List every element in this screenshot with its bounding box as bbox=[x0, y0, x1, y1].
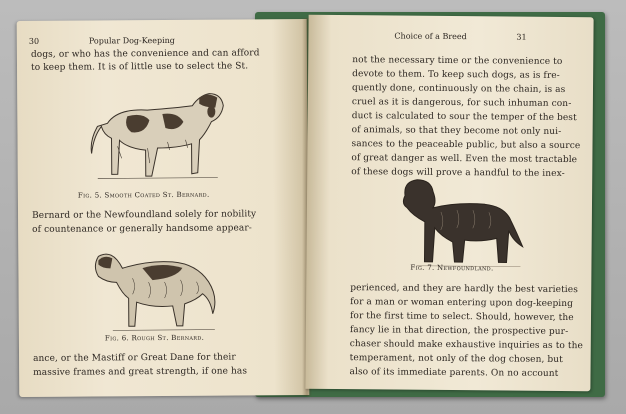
left-bottom-line-1: ance, or the Mastiff or Great Dane for their bbox=[33, 352, 236, 364]
right-top-line-8: of great danger as well. Even the most tractable bbox=[351, 153, 578, 166]
left-middle-line-2: of countenance or generally handsome appear- bbox=[32, 223, 252, 235]
right-bottom-line-2: for a man or woman entering upon dog-keeping bbox=[350, 297, 574, 310]
right-top-line-6: of animals, so that they become not only nui- bbox=[351, 125, 562, 137]
figure-5-caption: Fig. 5. Smooth Coated St. Bernard. bbox=[77, 190, 210, 200]
right-top-line-1: not the necessary time or the convenience to bbox=[352, 55, 563, 67]
left-middle-line-1: Bernard or the Newfoundland solely for nobility bbox=[32, 209, 257, 221]
left-page-number: 30 bbox=[28, 36, 40, 46]
right-top-line-2: devote to them. To keep such dogs, as is fre- bbox=[352, 69, 560, 81]
right-bottom-line-5: chaser should make exhaustive inquiries as to the bbox=[349, 339, 584, 352]
newfoundland-illustration bbox=[396, 176, 527, 269]
right-top-line-5: duct is calculated to sour the temper of the best bbox=[351, 111, 577, 124]
smooth-st-bernard-illustration bbox=[87, 78, 228, 191]
right-page-number: 31 bbox=[516, 32, 527, 42]
right-bottom-line-1: perienced, and they are hardly the best varieties bbox=[350, 283, 578, 296]
right-top-line-4: cruel as it is dangerous, for such inhuman con- bbox=[351, 97, 572, 110]
figure-7-caption: Fig. 7. Newfoundland. bbox=[410, 263, 494, 273]
right-page bbox=[305, 15, 593, 391]
right-top-line-9: of these dogs will prove a handful to the inex- bbox=[351, 167, 565, 180]
right-bottom-line-4: fancy lie in that direction, the prospective pur- bbox=[349, 325, 569, 338]
left-top-line-1: dogs, or who has the convenience and can afford bbox=[30, 48, 260, 60]
right-top-line-3: quently done, continuously on the chain, is as bbox=[351, 83, 566, 96]
left-bottom-line-2: massive frames and great strength, if one has bbox=[33, 366, 248, 378]
right-running-head: Choice of a Breed bbox=[394, 31, 467, 42]
right-bottom-line-7: also of its immediate parents. On no account bbox=[349, 367, 559, 379]
figure-6-caption: Fig. 6. Rough St. Bernard. bbox=[104, 333, 205, 343]
right-bottom-line-6: temperament, not only of the dog chosen, but bbox=[349, 353, 563, 365]
left-page bbox=[17, 19, 310, 397]
left-running-head: Popular Dog-Keeping bbox=[88, 35, 175, 46]
right-top-line-7: sances to the peaceable public, but also a source bbox=[351, 139, 581, 152]
right-bottom-line-3: for the first time to select. Should, however, the bbox=[349, 311, 574, 324]
left-top-line-2: to keep them. It is of little use to select the St. bbox=[30, 61, 249, 73]
rough-st-bernard-illustration bbox=[92, 238, 223, 333]
